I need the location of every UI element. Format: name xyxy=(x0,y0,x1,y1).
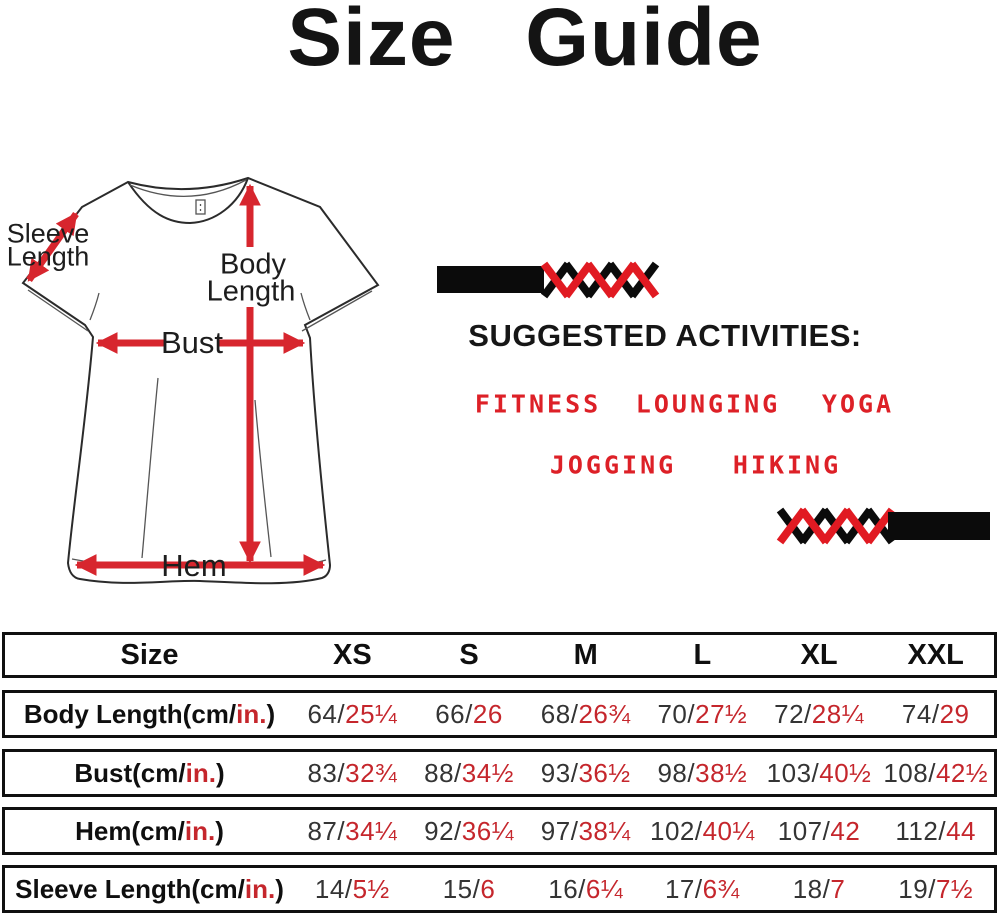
cell-in: 36½ xyxy=(578,757,631,788)
cell xyxy=(527,816,644,847)
cell xyxy=(877,816,994,847)
cell-in: 36¼ xyxy=(461,815,514,846)
cell-in: 26¾ xyxy=(578,698,631,729)
row-label-in-red: in. xyxy=(244,873,276,904)
row-label-close: ) xyxy=(215,757,225,788)
shirt-measurement-diagram xyxy=(0,150,420,625)
cell-cm: 14/ xyxy=(314,873,353,904)
cell-cm: 88/ xyxy=(424,757,462,788)
size-table-header-row xyxy=(2,632,997,678)
cell-cm: 112/ xyxy=(895,815,947,846)
cell-in: 40½ xyxy=(819,757,872,788)
cell-cm: 18/ xyxy=(792,873,831,904)
cell xyxy=(644,816,761,847)
activity-jogging: JOGGING xyxy=(549,450,677,480)
cell-cm: 19/ xyxy=(898,873,936,904)
row-label xyxy=(5,758,294,789)
activity-lounging: LOUNGING xyxy=(635,389,781,419)
cell-in: 40¼ xyxy=(702,815,755,846)
activity-yoga: YOGA xyxy=(821,389,895,419)
table-row-sleeve-length xyxy=(2,865,997,913)
cell-cm: 107/ xyxy=(777,815,831,846)
cell-cm: 74/ xyxy=(901,698,940,729)
row-label-in-red: in. xyxy=(185,757,216,788)
cell-cm: 64/ xyxy=(307,698,346,729)
cell xyxy=(761,699,878,730)
cell-in: 27½ xyxy=(695,698,748,729)
table-row-bust xyxy=(2,749,997,797)
cell-cm: 102/ xyxy=(649,815,703,846)
table-row-body-length xyxy=(2,690,997,738)
cell-cm: 17/ xyxy=(664,873,703,904)
row-label-black: Sleeve Length(cm/ xyxy=(15,873,245,904)
cell-in: 26 xyxy=(472,698,503,729)
cell-cm: 93/ xyxy=(540,757,579,788)
cell-in: 29 xyxy=(939,698,970,729)
cell xyxy=(294,816,411,847)
cell xyxy=(411,816,528,847)
table-row-hem xyxy=(2,807,997,855)
column-header-xxl: XXL xyxy=(907,638,964,671)
cell xyxy=(761,874,878,905)
cell xyxy=(527,758,644,789)
row-label-close: ) xyxy=(275,873,284,904)
bust-label: Bust xyxy=(160,325,224,360)
cell xyxy=(294,874,411,905)
cell-cm: 68/ xyxy=(540,698,579,729)
cell xyxy=(877,874,994,905)
sleeve-length-label-line2: Length xyxy=(6,241,90,272)
decor-bar-right xyxy=(888,512,990,540)
decor-bar-left xyxy=(437,266,544,293)
sleeve-length-label-line1: Sleeve xyxy=(6,218,90,249)
row-label-black: Hem(cm/ xyxy=(75,815,185,846)
row-label xyxy=(5,874,294,905)
column-header-xs: XS xyxy=(332,638,372,671)
body-length-label-line1: Body xyxy=(219,248,287,281)
cell-in: 42½ xyxy=(935,757,989,788)
cell xyxy=(761,816,878,847)
column-header-m: M xyxy=(573,638,598,671)
cell-cm: 103/ xyxy=(766,757,820,788)
cell-in: 25¼ xyxy=(345,698,398,729)
cell-in: 44 xyxy=(946,815,976,846)
cell xyxy=(644,699,761,730)
cell xyxy=(877,758,994,789)
row-label-close: ) xyxy=(215,815,224,846)
cell-cm: 108/ xyxy=(883,757,936,788)
cell xyxy=(411,699,528,730)
cell-in: 42 xyxy=(830,815,861,846)
cell-in: 6 xyxy=(480,873,496,904)
cell-in: 28¼ xyxy=(811,698,864,729)
column-header-xl: XL xyxy=(800,638,838,671)
cell-cm: 66/ xyxy=(435,698,473,729)
column-header-l: L xyxy=(693,638,712,671)
cell-in: 38¼ xyxy=(578,815,631,846)
cell xyxy=(411,874,528,905)
cell-cm: 72/ xyxy=(774,698,812,729)
suggested-activities-heading: SUGGESTED ACTIVITIES: xyxy=(468,318,862,353)
page-title: Size Guide xyxy=(287,0,763,83)
x-stitch-pattern-left xyxy=(540,260,660,300)
cell-in: 34½ xyxy=(461,757,514,788)
cell-in: 7½ xyxy=(935,873,974,904)
cell-in: 7 xyxy=(830,873,846,904)
row-label xyxy=(5,816,294,847)
cell-cm: 87/ xyxy=(307,815,346,846)
cell-cm: 97/ xyxy=(540,815,579,846)
cell-cm: 15/ xyxy=(442,873,481,904)
row-label xyxy=(5,699,294,730)
cell xyxy=(527,699,644,730)
row-label-black: Body Length(cm/ xyxy=(23,698,237,729)
activity-fitness: FITNESS xyxy=(474,389,602,419)
cell-in: 6¼ xyxy=(585,873,624,904)
cell xyxy=(644,874,761,905)
cell-cm: 92/ xyxy=(424,815,462,846)
cell xyxy=(411,758,528,789)
hem-label: Hem xyxy=(161,548,227,583)
activity-hiking: HIKING xyxy=(732,450,842,480)
cell-in: 32¾ xyxy=(345,757,398,788)
column-header-s: S xyxy=(459,638,479,671)
cell-cm: 83/ xyxy=(307,757,346,788)
row-label-close: ) xyxy=(266,698,276,729)
cell-in: 38½ xyxy=(695,757,748,788)
cell xyxy=(294,699,411,730)
body-length-label-line2: Length xyxy=(206,275,296,308)
cell-cm: 16/ xyxy=(548,873,586,904)
row-label-black: Bust(cm/ xyxy=(74,757,186,788)
row-label-in-red: in. xyxy=(184,815,216,846)
cell-cm: 98/ xyxy=(657,757,696,788)
cell-in: 34¼ xyxy=(345,815,398,846)
cell xyxy=(761,758,878,789)
cell-in: 5½ xyxy=(352,873,390,904)
cell xyxy=(877,699,994,730)
cell xyxy=(644,758,761,789)
x-stitch-pattern-right xyxy=(776,506,896,546)
cell xyxy=(527,874,644,905)
row-label-in-red: in. xyxy=(236,698,267,729)
cell-in: 6¾ xyxy=(702,873,740,904)
column-header-size: Size xyxy=(120,638,179,671)
cell xyxy=(294,758,411,789)
cell-cm: 70/ xyxy=(657,698,696,729)
